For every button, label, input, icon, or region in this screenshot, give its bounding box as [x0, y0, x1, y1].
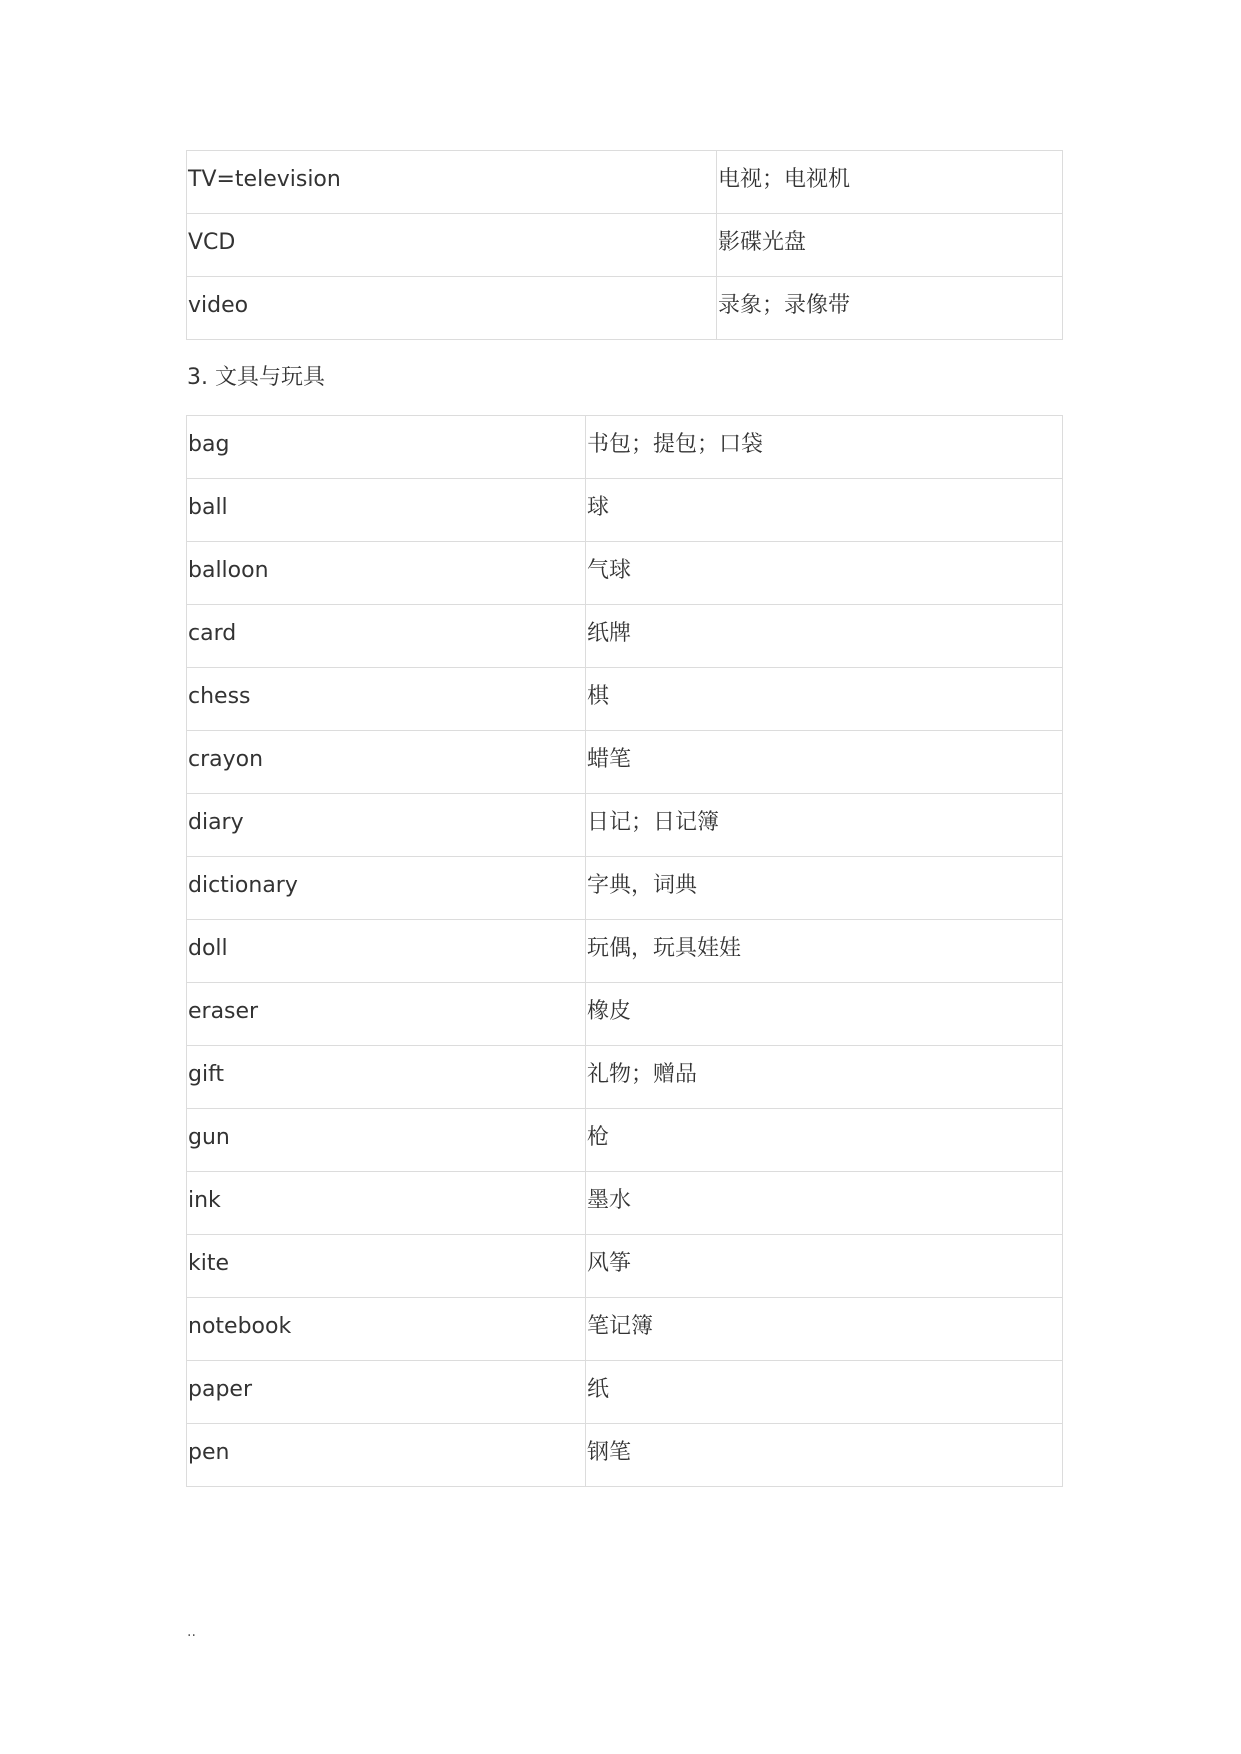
table-row [187, 1046, 1063, 1109]
chinese-meaning: 墨水 [586, 1172, 1063, 1235]
chinese-meaning: 枪 [586, 1109, 1063, 1172]
table-row [187, 605, 1063, 668]
chinese-meaning: 字典，词典 [586, 857, 1063, 920]
table-row [187, 794, 1063, 857]
table-row [187, 1424, 1063, 1487]
english-word: doll [187, 920, 586, 983]
table-row [187, 416, 1063, 479]
table-row [187, 668, 1063, 731]
chinese-meaning: 纸 [586, 1361, 1063, 1424]
english-word: kite [187, 1235, 586, 1298]
chinese-meaning: 气球 [586, 542, 1063, 605]
chinese-meaning: 电视；电视机 [717, 151, 1063, 214]
english-word: dictionary [187, 857, 586, 920]
english-word: chess [187, 668, 586, 731]
chinese-meaning: 棋 [586, 668, 1063, 731]
table-row [187, 1172, 1063, 1235]
table-row [187, 277, 1063, 340]
chinese-meaning: 纸牌 [586, 605, 1063, 668]
table-row [187, 1361, 1063, 1424]
table-row [187, 214, 1063, 277]
english-word: crayon [187, 731, 586, 794]
chinese-meaning: 橡皮 [586, 983, 1063, 1046]
chinese-meaning: 影碟光盘 [717, 214, 1063, 277]
english-word: VCD [187, 214, 717, 277]
chinese-meaning: 风筝 [586, 1235, 1063, 1298]
chinese-meaning: 日记；日记簿 [586, 794, 1063, 857]
english-word: pen [187, 1424, 586, 1487]
footer-mark: .. [187, 1624, 196, 1640]
chinese-meaning: 钢笔 [586, 1424, 1063, 1487]
english-word: notebook [187, 1298, 586, 1361]
english-word: gun [187, 1109, 586, 1172]
chinese-meaning: 礼物；赠品 [586, 1046, 1063, 1109]
english-word: ball [187, 479, 586, 542]
table-row [187, 542, 1063, 605]
english-word: video [187, 277, 717, 340]
section-heading: 3. 文具与玩具 [187, 365, 325, 390]
table-row [187, 1109, 1063, 1172]
chinese-meaning: 书包；提包；口袋 [586, 416, 1063, 479]
table-row [187, 731, 1063, 794]
english-word: TV=television [187, 151, 717, 214]
english-word: balloon [187, 542, 586, 605]
chinese-meaning: 笔记簿 [586, 1298, 1063, 1361]
table-row [187, 857, 1063, 920]
table-row [187, 983, 1063, 1046]
english-word: diary [187, 794, 586, 857]
table-row [187, 479, 1063, 542]
english-word: bag [187, 416, 586, 479]
table-row [187, 1235, 1063, 1298]
english-word: ink [187, 1172, 586, 1235]
english-word: gift [187, 1046, 586, 1109]
chinese-meaning: 蜡笔 [586, 731, 1063, 794]
chinese-meaning: 玩偶，玩具娃娃 [586, 920, 1063, 983]
english-word: card [187, 605, 586, 668]
table-row [187, 1298, 1063, 1361]
table-row [187, 151, 1063, 214]
table-row [187, 920, 1063, 983]
english-word: paper [187, 1361, 586, 1424]
vocab-table-stationery-toys [186, 415, 1063, 1487]
chinese-meaning: 球 [586, 479, 1063, 542]
chinese-meaning: 录象；录像带 [717, 277, 1063, 340]
vocab-table-top [186, 150, 1063, 340]
english-word: eraser [187, 983, 586, 1046]
